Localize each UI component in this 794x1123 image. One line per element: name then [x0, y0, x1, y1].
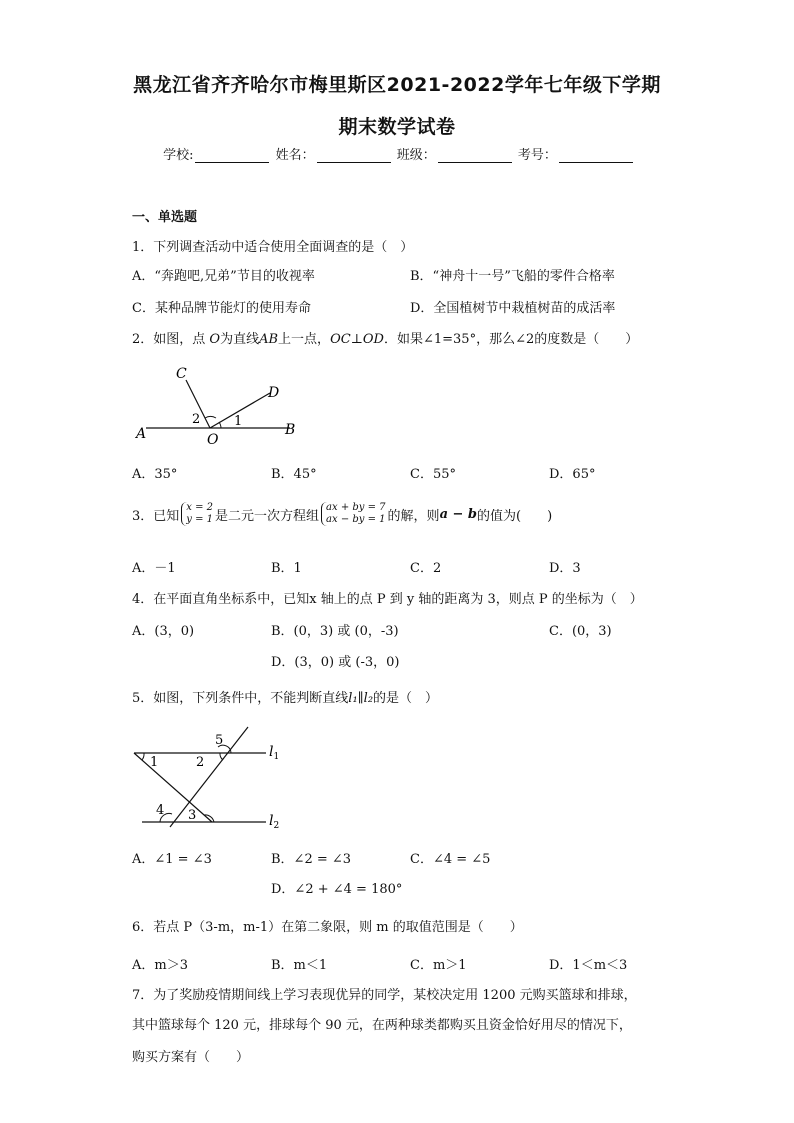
q6-option-a[interactable]: A．m＞3 [132, 958, 188, 973]
exam-title-line1: 黑龙江省齐齐哈尔市梅里斯区2021-2022学年七年级下学期 [133, 74, 661, 96]
number-label: 考号： [517, 148, 557, 163]
q4-option-b[interactable]: B．(0，3) 或 (0，-3) [271, 624, 399, 639]
q2-perpendicular: OC⊥OD [330, 332, 384, 347]
question-5-stem [132, 687, 438, 706]
q3-post2: 的值为( ) [477, 508, 553, 524]
q3-equation-system [321, 502, 386, 526]
class-blank[interactable] [438, 150, 512, 163]
name-blank[interactable] [317, 150, 391, 163]
q2-label-angle1: 1 [234, 414, 243, 429]
q4-option-c[interactable]: C．(0，3) [549, 624, 612, 639]
q1-option-a[interactable]: A．“奔跑吧,兄弟”节目的收视率 [132, 269, 315, 284]
q5-angle1-arc [142, 753, 144, 760]
q5-transversal-2 [170, 727, 248, 827]
q2-label-a: A [136, 426, 147, 442]
question-6-stem: 6．若点 P（3-m，m-1）在第二象限，则 m 的取值范围是（ ） [132, 920, 523, 935]
school-label: 学校: [163, 148, 194, 163]
q3-pre: 3．已知 [132, 508, 180, 524]
q2-option-c[interactable]: C．55° [410, 467, 456, 482]
q3-equation-2: ax − by = 1 [326, 514, 386, 525]
q5-label-l1: $l_1$ [269, 744, 280, 762]
question-4-stem: 4．在平面直角坐标系中，已知x 轴上的点 P 到 y 轴的距离为 3，则点 P 的坐标为（ ） [132, 592, 643, 607]
q5-label-4: 4 [156, 803, 165, 818]
q3-equation-1: ax + by = 7 [326, 502, 386, 513]
question-2-stem [132, 328, 638, 347]
question-1-stem: 1．下列调查活动中适合使用全面调查的是（ ） [132, 240, 414, 255]
q2-stem-mid2: 上一点， [278, 332, 331, 347]
q2-label-c: C [176, 366, 187, 382]
q2-stem-pre: 2．如图，点 [132, 332, 210, 347]
q6-option-b[interactable]: B．m＜1 [271, 958, 328, 973]
q2-line-ab: AB [259, 332, 279, 347]
q5-option-c[interactable]: C．∠4 = ∠5 [410, 852, 491, 867]
question-7-line2: 其中篮球每个 120 元，排球每个 90 元，在两种球类都购买且资金恰好用尽的情况下， [132, 1018, 632, 1033]
q2-angle-arc [205, 417, 216, 418]
q5-parallel-lines: l₁∥l₂ [348, 691, 374, 706]
q5-option-b[interactable]: B．∠2 = ∠3 [271, 852, 352, 867]
section-heading: 一、单选题 [132, 210, 198, 225]
q2-label-o: O [207, 432, 219, 448]
q2-option-d[interactable]: D．65° [549, 467, 596, 482]
q1-option-b[interactable]: B．“神舟十一号”飞船的零件合格率 [410, 269, 615, 284]
q5-option-d[interactable]: D．∠2 + ∠4 = 180° [271, 882, 403, 897]
q2-label-angle2: 2 [192, 412, 201, 427]
q6-option-d[interactable]: D．1＜m＜3 [549, 958, 628, 973]
q4-option-d[interactable]: D．(3，0) 或 (-3，0) [271, 655, 400, 670]
q4-option-a[interactable]: A．(3，0) [132, 624, 195, 639]
q3-solution-system [181, 502, 213, 526]
q3-option-b[interactable]: B．1 [271, 561, 302, 576]
q3-option-a[interactable]: A．－1 [132, 561, 176, 576]
q2-label-b: B [285, 422, 296, 438]
question-3-stem [132, 502, 552, 526]
q3-option-c[interactable]: C．2 [410, 561, 442, 576]
q3-solution-x: x = 2 [186, 502, 214, 513]
q2-point-o: O [209, 332, 221, 347]
q5-stem-pre: 5．如图，下列条件中，不能判断直线 [132, 691, 349, 706]
number-blank[interactable] [559, 150, 633, 163]
q2-option-a[interactable]: A．35° [132, 467, 178, 482]
name-label: 姓名： [275, 148, 315, 163]
q2-option-b[interactable]: B．45° [271, 467, 317, 482]
question-7-line1: 7．为了奖励疫情期间线上学习表现优异的同学，某校决定用 1200 元购买篮球和排球， [132, 988, 637, 1003]
q5-stem-post: 的是（ ） [373, 691, 439, 706]
q5-figure [130, 725, 290, 835]
question-7-line3: 购买方案有（ ） [132, 1050, 250, 1065]
q2-stem-post: ．如果∠1=35°，那么∠2的度数是（ ） [383, 332, 639, 347]
class-label: 班级： [396, 148, 436, 163]
q3-solution-y: y = 1 [186, 514, 214, 525]
q6-option-c[interactable]: C．m＞1 [410, 958, 467, 973]
school-blank[interactable] [195, 150, 269, 163]
q1-option-d[interactable]: D．全国植树节中栽植树苗的成活率 [410, 301, 616, 316]
q5-label-1: 1 [150, 755, 159, 770]
q1-option-c[interactable]: C．某种品牌节能灯的使用寿命 [132, 301, 311, 316]
q5-label-5: 5 [215, 733, 224, 748]
q5-label-2: 2 [196, 755, 205, 770]
q2-angle1-arc [219, 422, 221, 428]
q3-post1: 的解，则 [387, 508, 440, 524]
q2-label-d: D [268, 385, 280, 401]
exam-title-line2: 期末数学试卷 [338, 116, 456, 138]
q2-figure [130, 360, 310, 450]
student-info-row [0, 144, 794, 163]
q5-label-l2: $l_2$ [269, 813, 280, 831]
q5-option-a[interactable]: A．∠1 = ∠3 [132, 852, 212, 867]
q5-label-3: 3 [188, 808, 197, 823]
q5-angle2-arc [220, 753, 223, 760]
q3-expression: a − b [439, 506, 478, 522]
q3-mid: 是二元一次方程组 [215, 508, 320, 524]
q3-option-d[interactable]: D．3 [549, 561, 581, 576]
q2-stem-mid1: 为直线 [220, 332, 260, 347]
